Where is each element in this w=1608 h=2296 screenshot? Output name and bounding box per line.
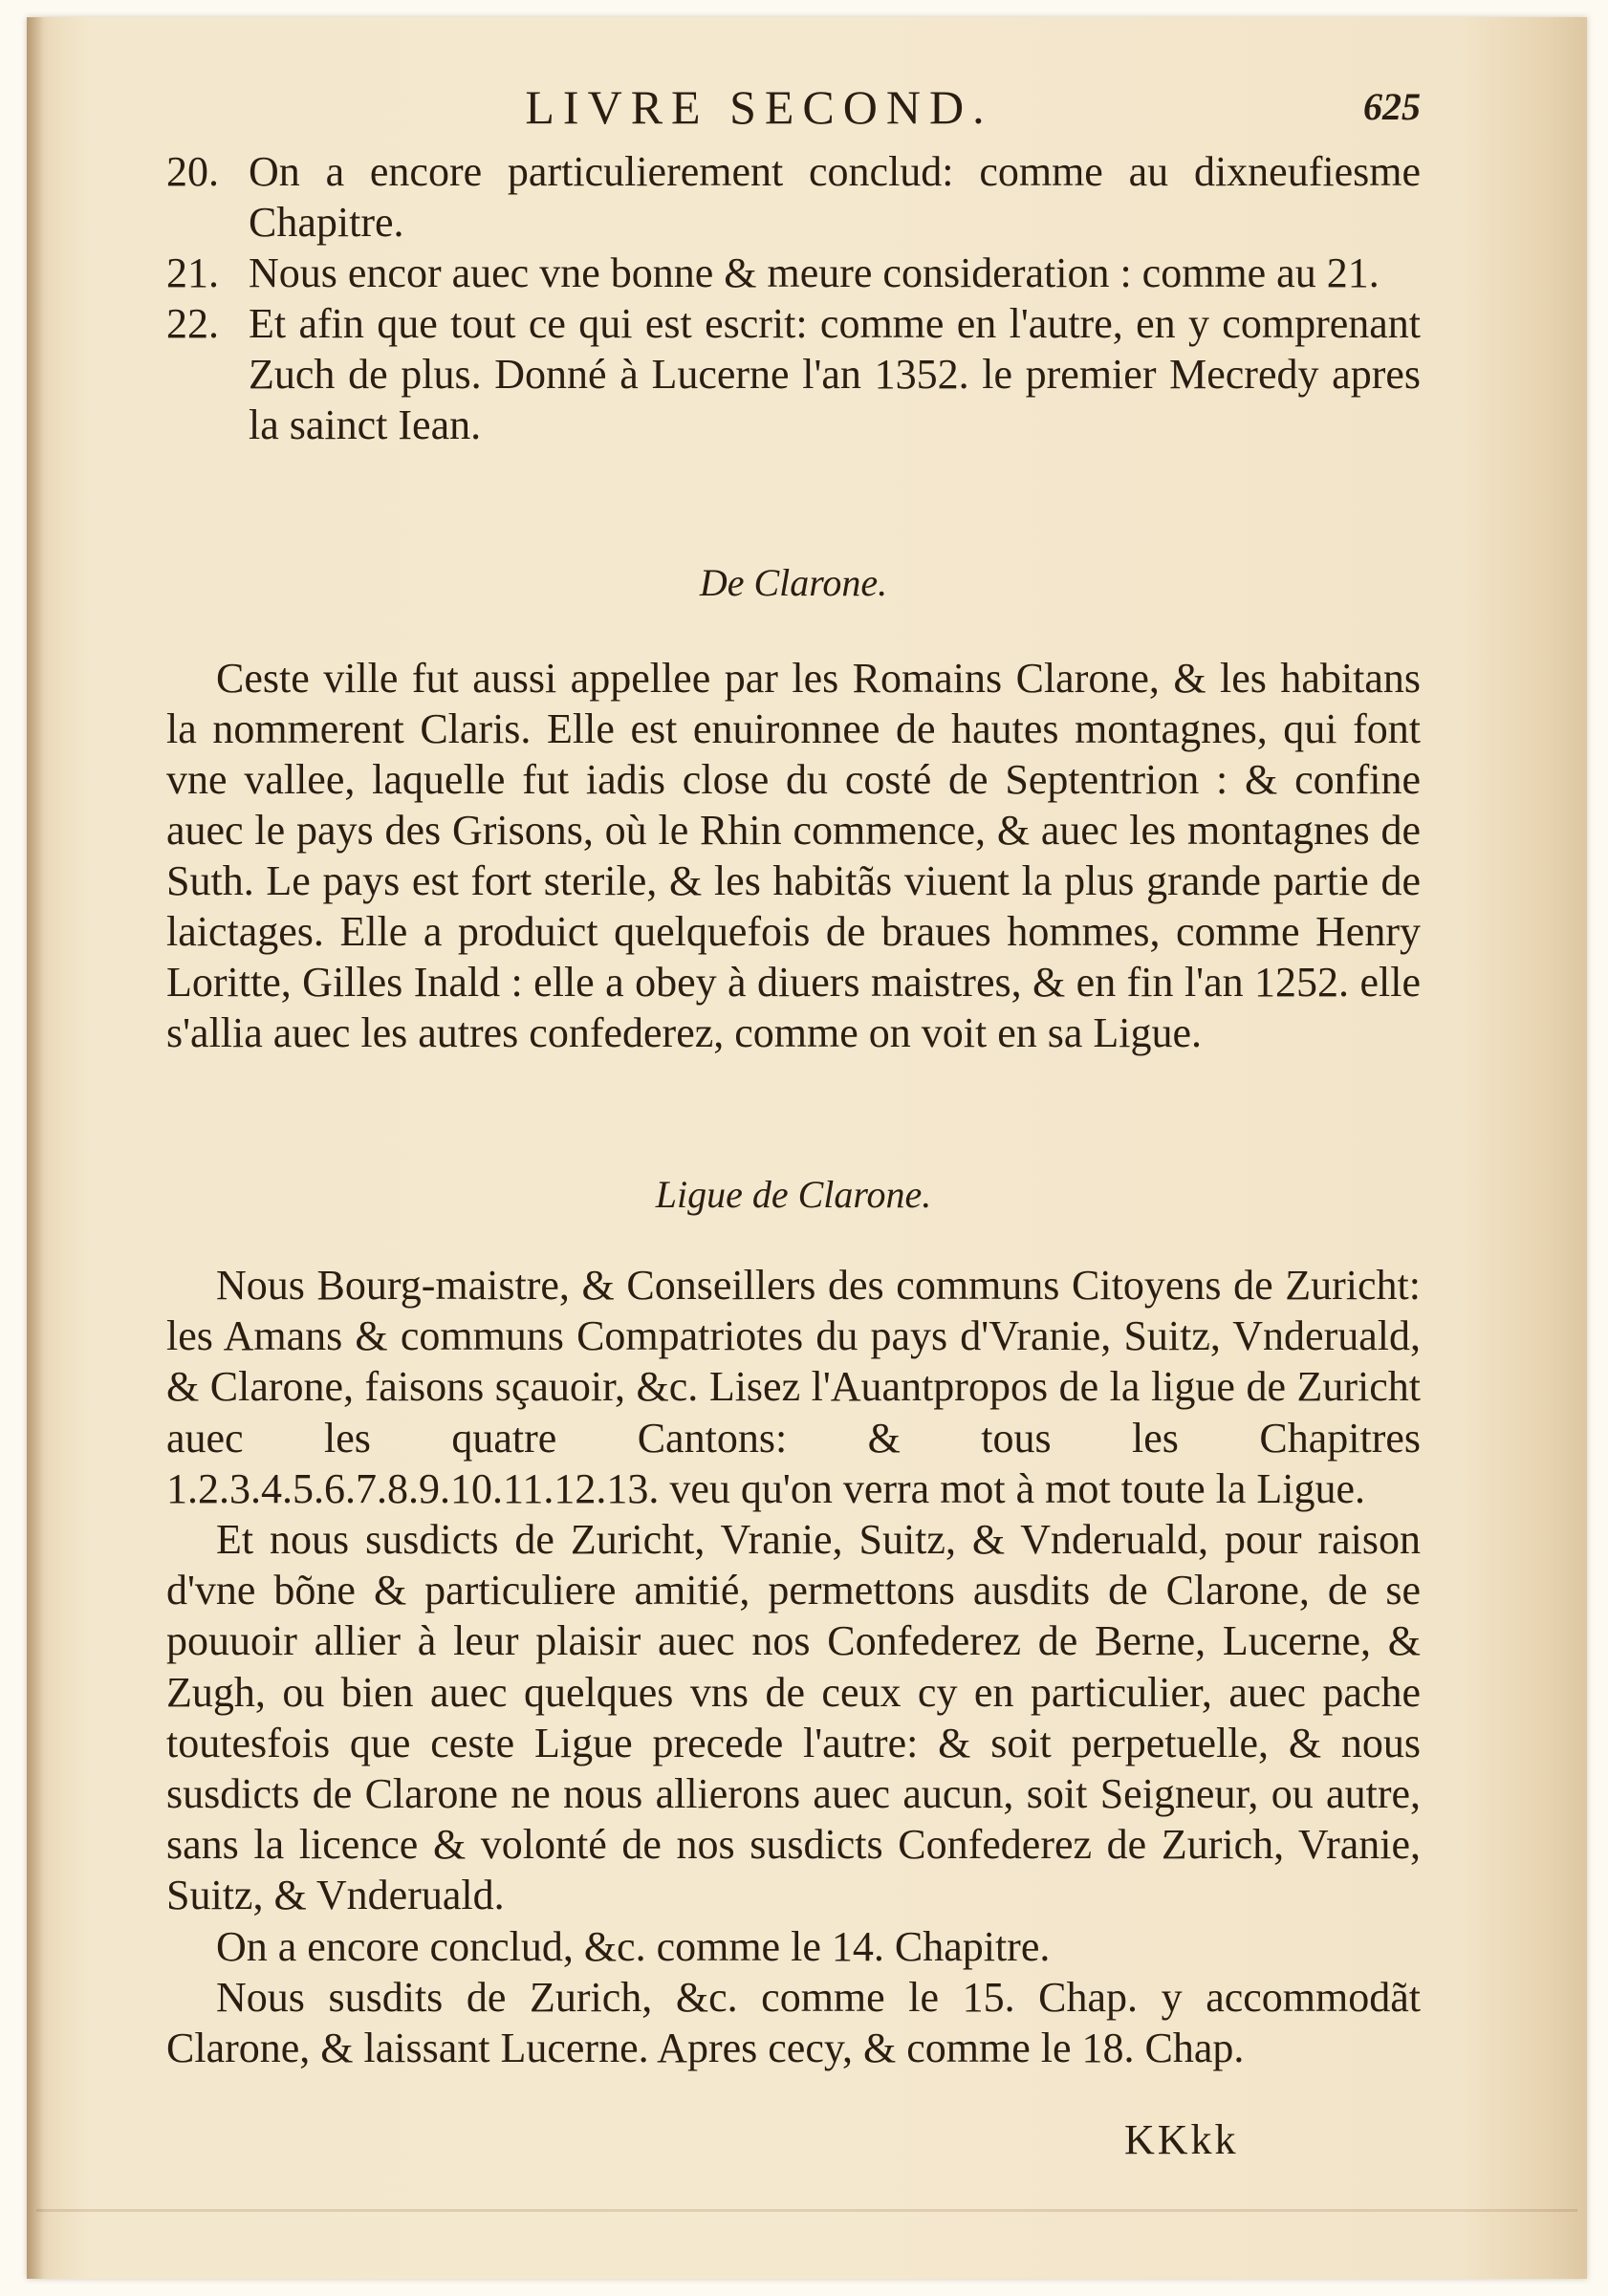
paragraph: Ceste ville fut aussi appellee par les Romains Clarone, & les habitans la nommerent Claris. Elle est enuironnee de hautes montagnes, qui font vne vallee, laquelle fut iadis close du costé de Septentrion : & confine auec le pays des Grisons, où le Rhin commence, & auec les montagnes de Suth. Le pays est fort sterile, & les habitãs viuent la plus grande partie de laictages. Elle a produict quelquefois de braues hommes, comme Henry Loritte, Gilles Inald : elle a obey à diuers maistres, & en fin l'an 1252. elle s'allia auec les autres confederez, comme on voit en sa Ligue. bbox=[166, 655, 1421, 1056]
page-header bbox=[166, 73, 1421, 141]
paragraph: Nous Bourg-maistre, & Conseillers des communs Citoyens de Zuricht: les Amans & communs Compatriotes du pays d'Vranie, Suitz, Vnderuald, & Clarone, faisons sçauoir, &c. Lisez l'Auantpropos de la ligue de Zuricht auec les quatre Cantons: & tous les Chapitres 1.2.3.4.5.6.7.8.9.10.11.12.13. veu qu'on verra mot à mot toute la Ligue. bbox=[166, 1262, 1421, 1512]
page-number: 625 bbox=[1363, 85, 1421, 128]
section-body-de-clarone bbox=[166, 653, 1421, 1058]
book-page bbox=[27, 17, 1587, 2279]
section-heading-de-clarone: De Clarone. bbox=[699, 561, 888, 604]
article-text: Nous encor auec vne bonne & meure consideration : comme au 21. bbox=[249, 249, 1380, 296]
section-body-ligue-de-clarone bbox=[166, 1260, 1421, 2073]
article-item bbox=[166, 146, 1421, 248]
paragraph: On a encore conclud, &c. comme le 14. Chapitre. bbox=[216, 1922, 1051, 1970]
running-head: LIVRE SECOND. bbox=[525, 80, 993, 134]
numbered-articles bbox=[166, 146, 1421, 450]
section-heading-ligue-de-clarone: Ligue de Clarone. bbox=[655, 1173, 932, 1216]
article-text: Et afin que tout ce qui est escrit: comme en l'autre, en y comprenant Zuch de plus. Donné à Lucerne l'an 1352. le premier Mecredy apres la sainct Iean. bbox=[249, 300, 1421, 448]
article-text: On a encore particulierement conclud: comme au dixneufiesme Chapitre. bbox=[249, 148, 1421, 246]
paragraph: Et nous susdicts de Zuricht, Vranie, Suitz, & Vnderuald, pour raison d'vne bõne & particuliere amitié, permettons ausdits de Clarone, de se pouuoir allier à leur plaisir auec nos Confederez de Berne, Lucerne, & Zugh, ou bien auec quelques vns de ceux cy en particulier, auec pache toutesfois que ceste Ligue precede l'autre: & soit perpetuelle, & nous susdicts de Clarone ne nous allierons auec aucun, soit Seigneur, ou autre, sans la licence & volonté de nos susdicts Confederez de Zurich, Vranie, Suitz, & Vnderuald. bbox=[166, 1516, 1421, 1919]
article-number: 21. bbox=[166, 249, 219, 296]
article-item bbox=[166, 248, 1421, 298]
signature-mark: KKkk bbox=[1124, 2116, 1239, 2163]
paragraph: Nous susdits de Zurich, &c. comme le 15. Chap. y accommodãt Clarone, & laissant Lucerne. Apres cecy, & comme le 18. Chap. bbox=[166, 1973, 1421, 2072]
article-item bbox=[166, 298, 1421, 450]
article-number: 20. bbox=[166, 148, 219, 195]
article-number: 22. bbox=[166, 300, 219, 347]
